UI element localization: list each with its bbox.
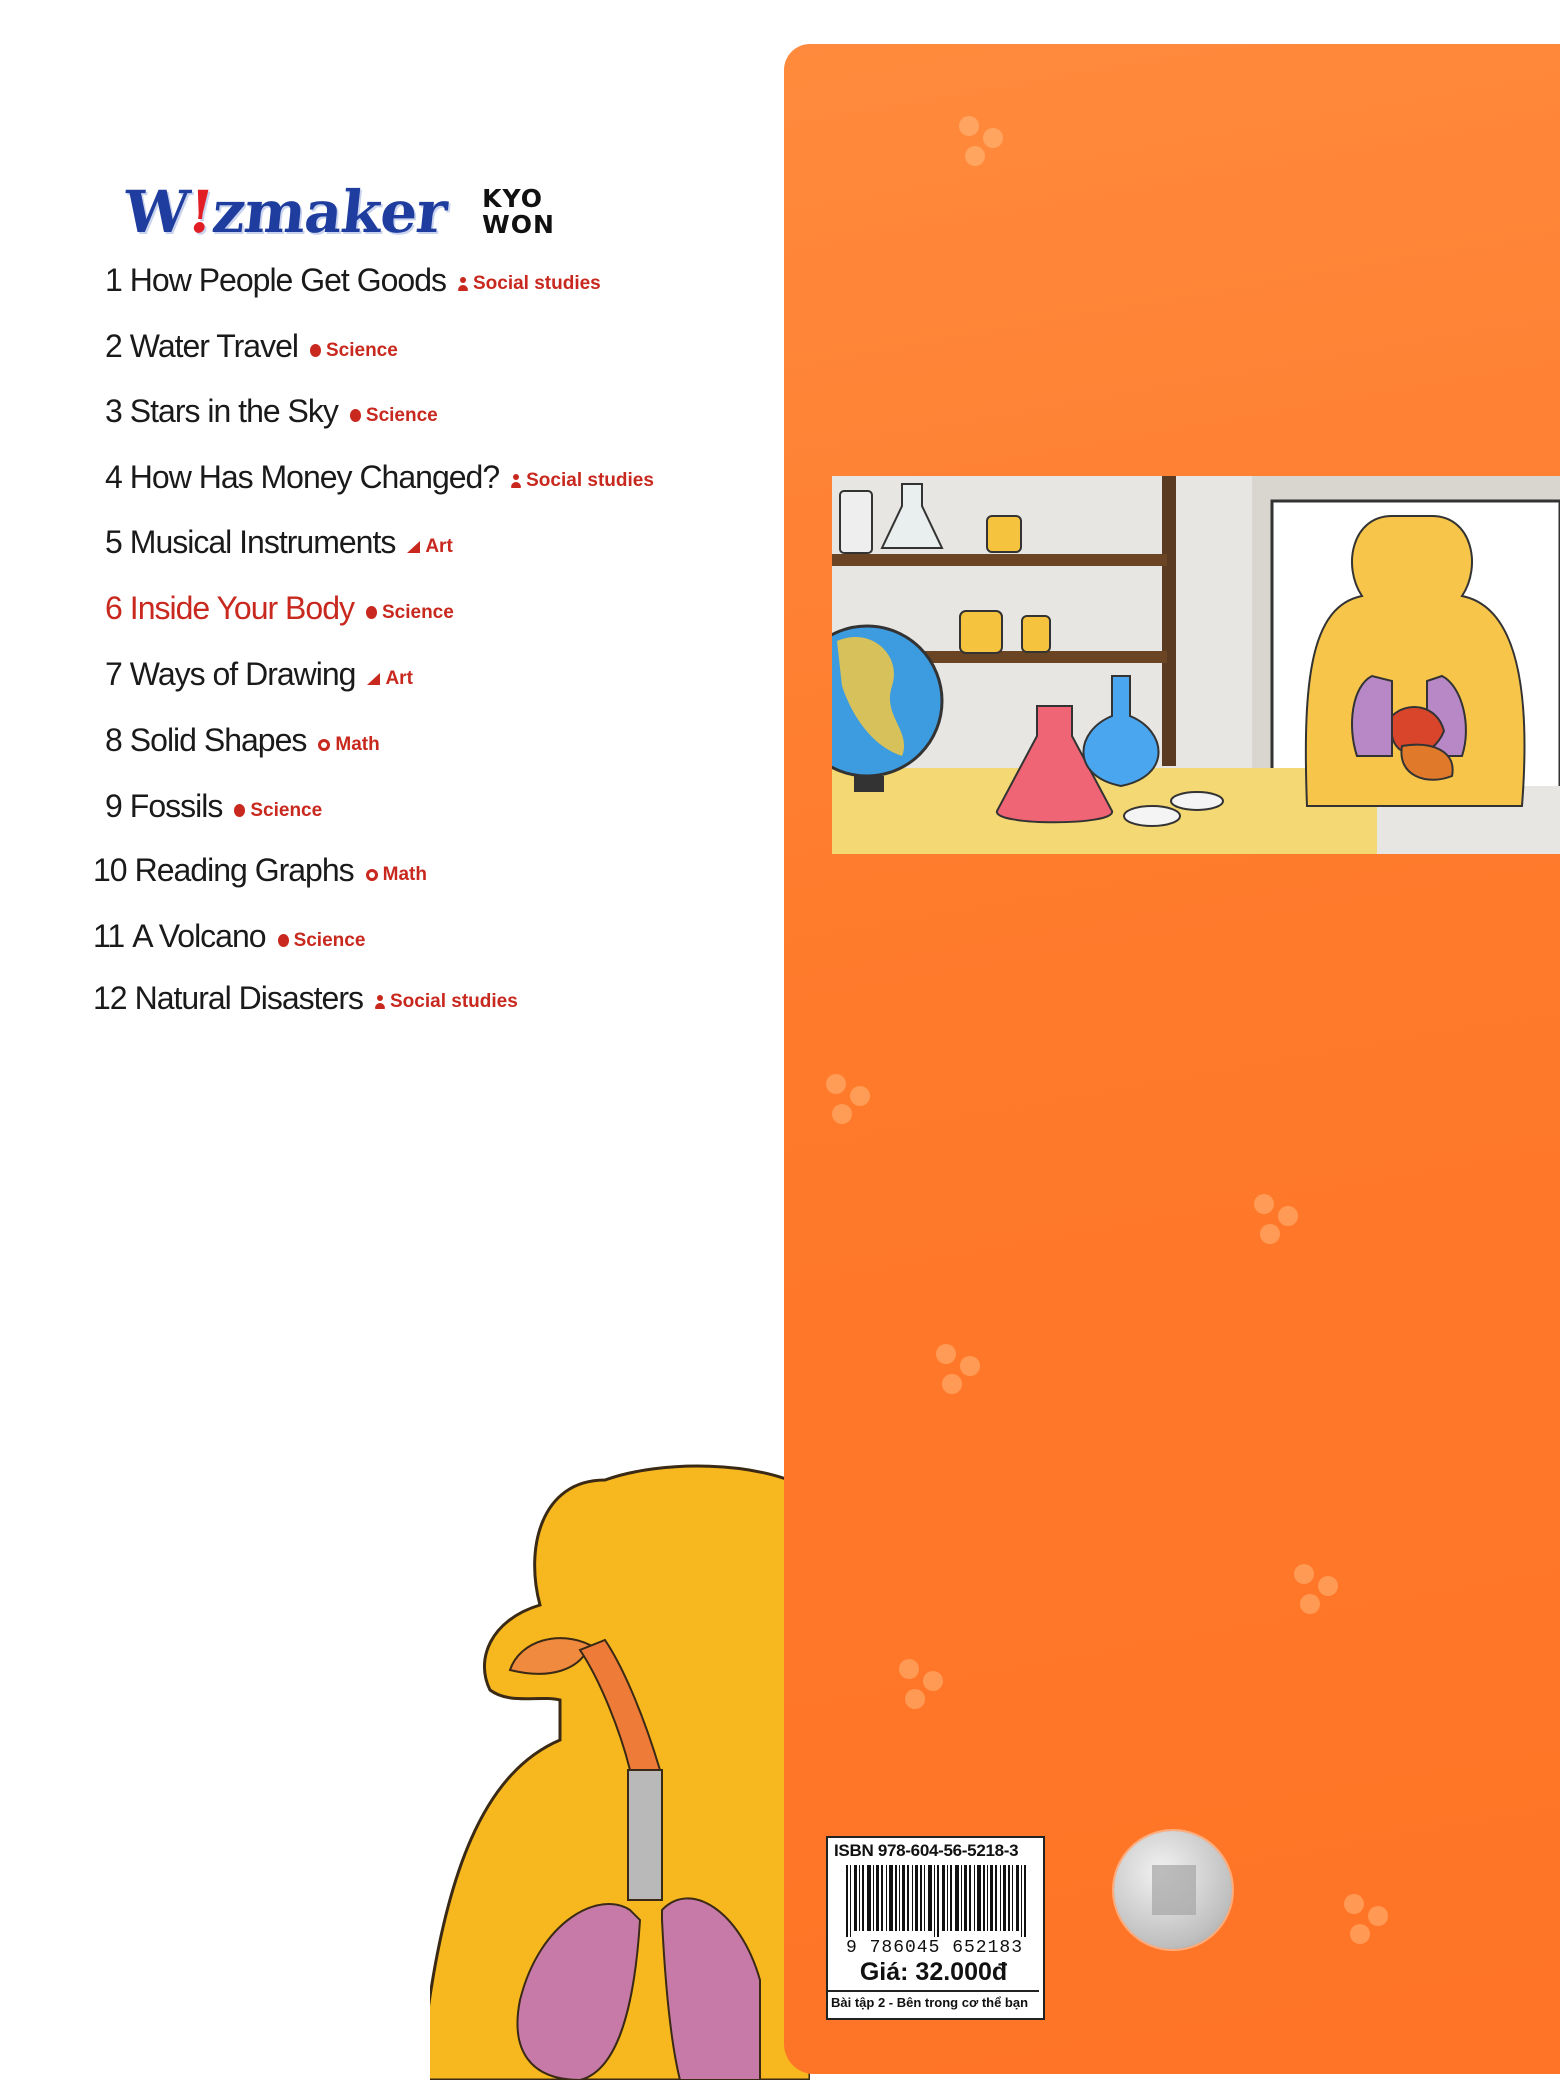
decorative-dots [1344, 1894, 1404, 1954]
back-cover-panel [784, 44, 1560, 2074]
toc-item [105, 459, 654, 496]
toc-item [105, 524, 453, 561]
decorative-dots [899, 1659, 959, 1719]
toc-item [105, 328, 398, 365]
subject-tag [318, 734, 379, 756]
subject-tag [234, 800, 322, 822]
subject-tag [367, 668, 412, 690]
toc-item [105, 590, 454, 627]
kyowon-logo: KYO WON [482, 184, 555, 239]
person-icon [375, 995, 385, 1009]
toc-item [93, 980, 518, 1017]
toc-item-number: 4 [105, 459, 122, 495]
toc-item-number: 5 [105, 524, 122, 560]
triangle-icon [407, 541, 420, 553]
toc-item-title: How People Get Goods [129, 262, 446, 298]
toc-item-number: 10 [93, 852, 127, 888]
subject-label: Social studies [526, 470, 654, 491]
laboratory-illustration [832, 476, 1560, 854]
decorative-dots [1294, 1564, 1354, 1624]
toc-item [105, 722, 380, 759]
dot-icon [350, 409, 361, 422]
subject-label: Science [325, 339, 398, 361]
subject-tag [407, 536, 452, 558]
toc-item-number: 9 [105, 788, 122, 824]
toc-item-title: A Volcano [132, 918, 266, 954]
toc-item-number: 12 [93, 980, 127, 1016]
brand-logo [120, 178, 555, 246]
subject-label: Social studies [390, 991, 518, 1012]
person-icon [458, 277, 468, 291]
dot-icon [234, 804, 245, 817]
wizmaker-logo: W!zmaker [120, 178, 450, 246]
seal-emblem [1152, 1865, 1196, 1915]
subject-label: Science [293, 929, 366, 951]
toc-item-title: Water Travel [129, 328, 298, 364]
toc-item [105, 393, 438, 430]
toc-item [93, 918, 365, 955]
hologram-seal [1114, 1831, 1232, 1949]
dot-icon [310, 344, 321, 357]
divider [828, 1990, 1039, 1992]
toc-item-title: Reading Graphs [134, 852, 354, 888]
dot-icon [366, 606, 377, 619]
toc-item-title: How Has Money Changed? [129, 459, 500, 495]
isbn-text: ISBN 978-604-56-5218-3 [834, 1841, 1019, 1860]
decorative-dots [936, 1344, 996, 1404]
subject-tag [366, 602, 454, 624]
toc-item-number: 2 [105, 328, 122, 364]
toc-item [105, 656, 413, 693]
toc-item-title: Solid Shapes [129, 722, 307, 758]
subject-label: Art [425, 536, 453, 557]
subject-label: Science [250, 799, 323, 821]
toc-item [93, 852, 427, 889]
subject-label: Science [381, 601, 454, 623]
toc-item-number: 11 [93, 918, 125, 954]
triangle-icon [367, 673, 380, 685]
subject-label: Social studies [472, 273, 601, 294]
barcode [846, 1865, 1026, 1937]
subject-tag [511, 470, 654, 492]
respiratory-system-illustration [430, 1440, 810, 2080]
math-icon [318, 739, 330, 751]
toc-item-title: Stars in the Sky [129, 393, 338, 429]
subject-tag [350, 405, 438, 427]
subject-tag [375, 991, 518, 1013]
isbn-price-label [826, 1836, 1045, 2020]
toc-item-number: 3 [105, 393, 122, 429]
toc-item-title: Ways of Drawing [129, 656, 356, 692]
dot-icon [278, 934, 289, 947]
decorative-dots [1254, 1194, 1314, 1254]
toc-item-title: Fossils [129, 788, 223, 824]
math-icon [366, 869, 378, 881]
subject-label: Science [365, 404, 438, 426]
toc-item [105, 788, 322, 825]
person-icon [511, 474, 521, 488]
toc-item-title: Musical Instruments [129, 524, 396, 560]
subject-tag [366, 864, 427, 886]
subject-tag [458, 273, 601, 295]
toc-item-number: 7 [105, 656, 122, 692]
toc-item-number: 6 [105, 590, 122, 626]
subject-label: Art [385, 668, 413, 689]
subject-tag [278, 930, 366, 952]
isbn-digits: 9 786045 652183 [845, 1938, 1024, 1958]
decorative-dots [959, 116, 1019, 176]
subject-label: Math [382, 864, 427, 885]
price-text: Giá: 32.000đ [859, 1958, 1008, 1986]
book-subtitle: Bài tập 2 - Bên trong cơ thể bạn [831, 1995, 1029, 2010]
subject-tag [310, 340, 398, 362]
toc-item [105, 262, 601, 299]
subject-label: Math [335, 734, 380, 755]
toc-item-title: Natural Disasters [134, 980, 363, 1016]
toc-item-number: 8 [105, 722, 122, 758]
decorative-dots [826, 1074, 886, 1134]
toc-item-title: Inside Your Body [129, 590, 354, 626]
toc-item-number: 1 [105, 262, 122, 298]
